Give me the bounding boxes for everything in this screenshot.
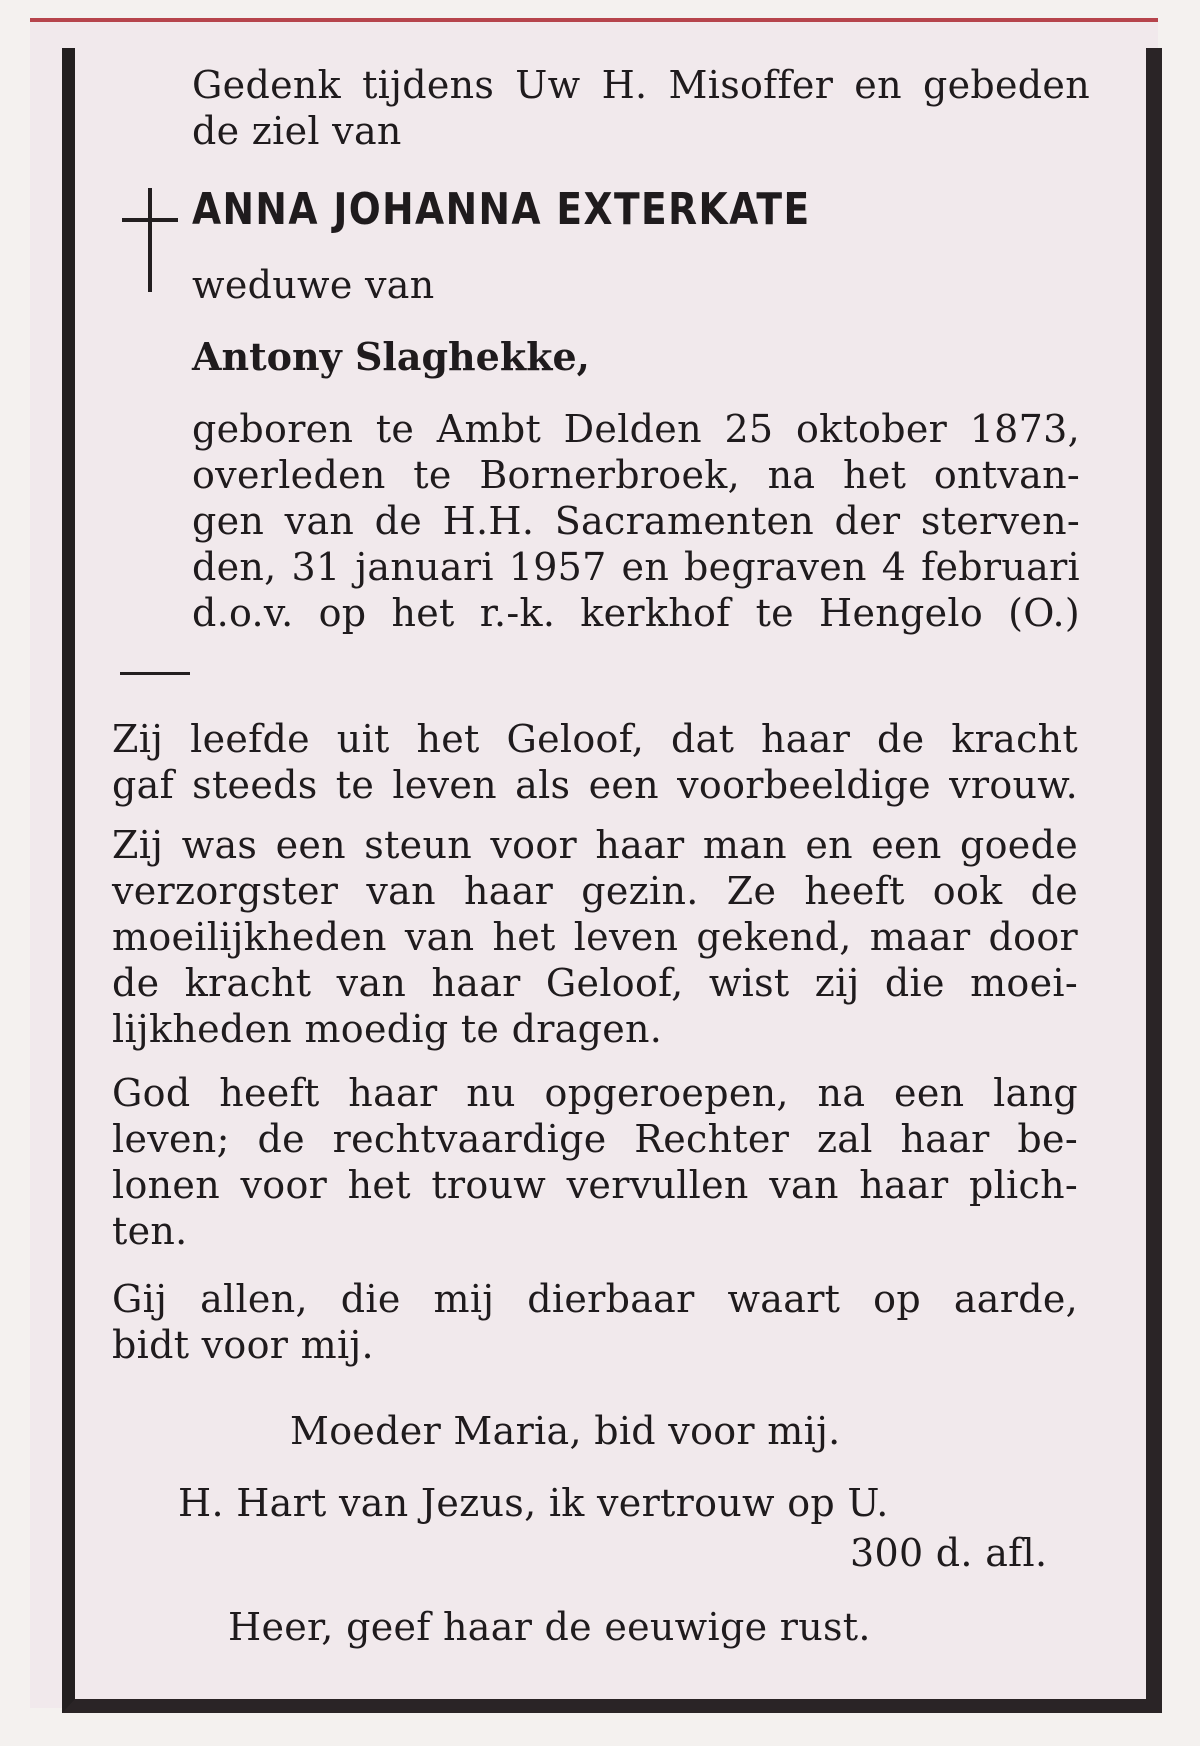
cross-icon bbox=[122, 188, 178, 294]
prayer-sacred-heart: H. Hart van Jezus, ik vertrouw op U. bbox=[178, 1481, 889, 1525]
prayer-mary: Moeder Maria, bid voor mij. bbox=[290, 1409, 841, 1453]
husband-name: Antony Slaghekke, bbox=[192, 334, 590, 379]
paragraph-line: Zij was een steun voor haar man en een goede bbox=[112, 823, 1078, 867]
intro-line-1: Gedenk tijdens Uw H. Misoffer en gebeden bbox=[192, 63, 1090, 107]
prayer-eternal-rest: Heer, geef haar de eeuwige rust. bbox=[228, 1605, 871, 1649]
paragraph-called bbox=[112, 1070, 1078, 1254]
deceased-name: ANNA JOHANNA EXTERKATE bbox=[192, 184, 811, 235]
paragraph-faith bbox=[112, 716, 1078, 808]
life-dates-line: gen van de H.H. Sacramenten der sterven- bbox=[192, 499, 1080, 543]
paragraph-line: gaf steeds te leven als een voorbeeldige vrouw. bbox=[112, 763, 1078, 807]
life-dates-line: den, 31 januari 1957 en begraven 4 februari bbox=[192, 545, 1080, 589]
paragraph-line: bidt voor mij. bbox=[112, 1323, 374, 1367]
paragraph-line: lijkheden moedig te dragen. bbox=[112, 1007, 663, 1051]
paragraph-line: God heeft haar nu opgeroepen, na een lang bbox=[112, 1071, 1078, 1115]
paragraph-line: de kracht van haar Geloof, wist zij die moei- bbox=[112, 961, 1078, 1005]
paragraph-support bbox=[112, 822, 1078, 1052]
paragraph-line: moeilijkheden van het leven gekend, maar door bbox=[112, 915, 1078, 959]
divider bbox=[120, 672, 190, 675]
life-dates-line: d.o.v. op het r.-k. kerkhof te Hengelo (O.) bbox=[192, 591, 1080, 635]
paragraph-line: Zij leefde uit het Geloof, dat haar de kracht bbox=[112, 717, 1078, 761]
widow-of-label: weduwe van bbox=[192, 263, 435, 307]
paragraph-line: verzorgster van haar gezin. Ze heeft ook de bbox=[112, 869, 1078, 913]
indulgence-note: 300 d. afl. bbox=[850, 1531, 1048, 1575]
intro-text bbox=[192, 62, 1090, 154]
life-dates-line: geboren te Ambt Delden 25 oktober 1873, bbox=[192, 407, 1080, 451]
life-dates bbox=[192, 406, 1080, 636]
paragraph-line: Gij allen, die mij dierbaar waart op aarde, bbox=[112, 1277, 1078, 1321]
intro-line-2: de ziel van bbox=[192, 109, 402, 153]
paragraph-line: ten. bbox=[112, 1209, 188, 1253]
paragraph-line: lonen voor het trouw vervullen van haar plich- bbox=[112, 1163, 1078, 1207]
paragraph-pray bbox=[112, 1276, 1078, 1368]
life-dates-line: overleden te Bornerbroek, na het ontvan- bbox=[192, 453, 1080, 497]
paragraph-line: leven; de rechtvaardige Rechter zal haar be- bbox=[112, 1117, 1078, 1161]
